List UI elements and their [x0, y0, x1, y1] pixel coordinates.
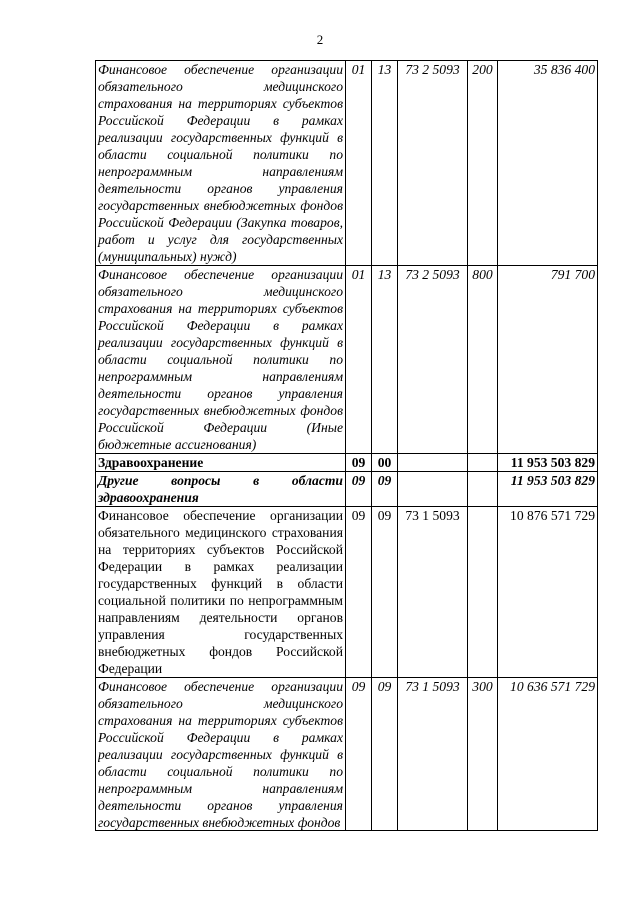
row-amount: 35 836 400 [498, 61, 598, 266]
row-section: 09 [346, 454, 372, 472]
row-subsection: 13 [372, 266, 398, 454]
table-row [96, 266, 598, 454]
table-row [96, 472, 598, 507]
row-amount: 791 700 [498, 266, 598, 454]
row-target-article [398, 472, 468, 507]
table-row [96, 61, 598, 266]
row-expense-type: 800 [468, 266, 498, 454]
row-target-article: 73 1 5093 [398, 678, 468, 831]
row-section: 09 [346, 472, 372, 507]
row-section: 01 [346, 61, 372, 266]
table-row [96, 454, 598, 472]
row-expense-type [468, 454, 498, 472]
row-name: Другие вопросы в области здравоохранения [96, 472, 346, 507]
table-row [96, 507, 598, 678]
row-subsection: 09 [372, 678, 398, 831]
row-expense-type [468, 472, 498, 507]
row-amount: 10 636 571 729 [498, 678, 598, 831]
row-target-article: 73 2 5093 [398, 61, 468, 266]
row-name: Финансовое обеспечение организации обязательного медицинского страхования на территориях субъектов Российской Федерации в рамках реализации государственных функций в области социальной политики по непрограммным направлениям деятельности органов управления государственных внебюджетных фондов Российской Федерации (Закупка товаров, работ и услуг для государственных (муниципальных) нужд) [96, 61, 346, 266]
row-amount: 10 876 571 729 [498, 507, 598, 678]
row-name [96, 678, 346, 831]
row-section: 01 [346, 266, 372, 454]
row-expense-type [468, 507, 498, 678]
budget-table [95, 60, 598, 831]
row-subsection: 13 [372, 61, 398, 266]
row-amount: 11 953 503 829 [498, 454, 598, 472]
row-name-text: Финансовое обеспечение организации обязательного медицинского страхования на территориях субъектов Российской Федерации в рамках реализации государственных функций в области социальной политики по непрограммным направлениям деятельности органов управления государственных внебюджетных фондов [98, 679, 343, 830]
row-section: 09 [346, 507, 372, 678]
row-amount: 11 953 503 829 [498, 472, 598, 507]
row-name: Финансовое обеспечение организации обязательного медицинского страхования на территориях субъектов Российской Федерации в рамках реализации государственных функций в области социальной политики по непрограммным направлениям деятельности органов управления государственных внебюджетных фондов Российской Федерации (Иные бюджетные ассигнования) [96, 266, 346, 454]
row-name: Финансовое обеспечение организации обязательного медицинского страхования на территориях субъектов Российской Федерации в рамках реализации государственных функций в области социальной политики по непрограммным направлениям деятельности органов управления государственных внебюджетных фондов Российской Федерации [96, 507, 346, 678]
row-target-article: 73 1 5093 [398, 507, 468, 678]
row-name: Здравоохранение [96, 454, 346, 472]
row-expense-type: 200 [468, 61, 498, 266]
row-section: 09 [346, 678, 372, 831]
row-subsection: 09 [372, 507, 398, 678]
row-target-article [398, 454, 468, 472]
page-number: 2 [316, 32, 324, 47]
row-target-article: 73 2 5093 [398, 266, 468, 454]
table-row [96, 678, 598, 831]
row-subsection: 09 [372, 472, 398, 507]
row-expense-type: 300 [468, 678, 498, 831]
row-subsection: 00 [372, 454, 398, 472]
